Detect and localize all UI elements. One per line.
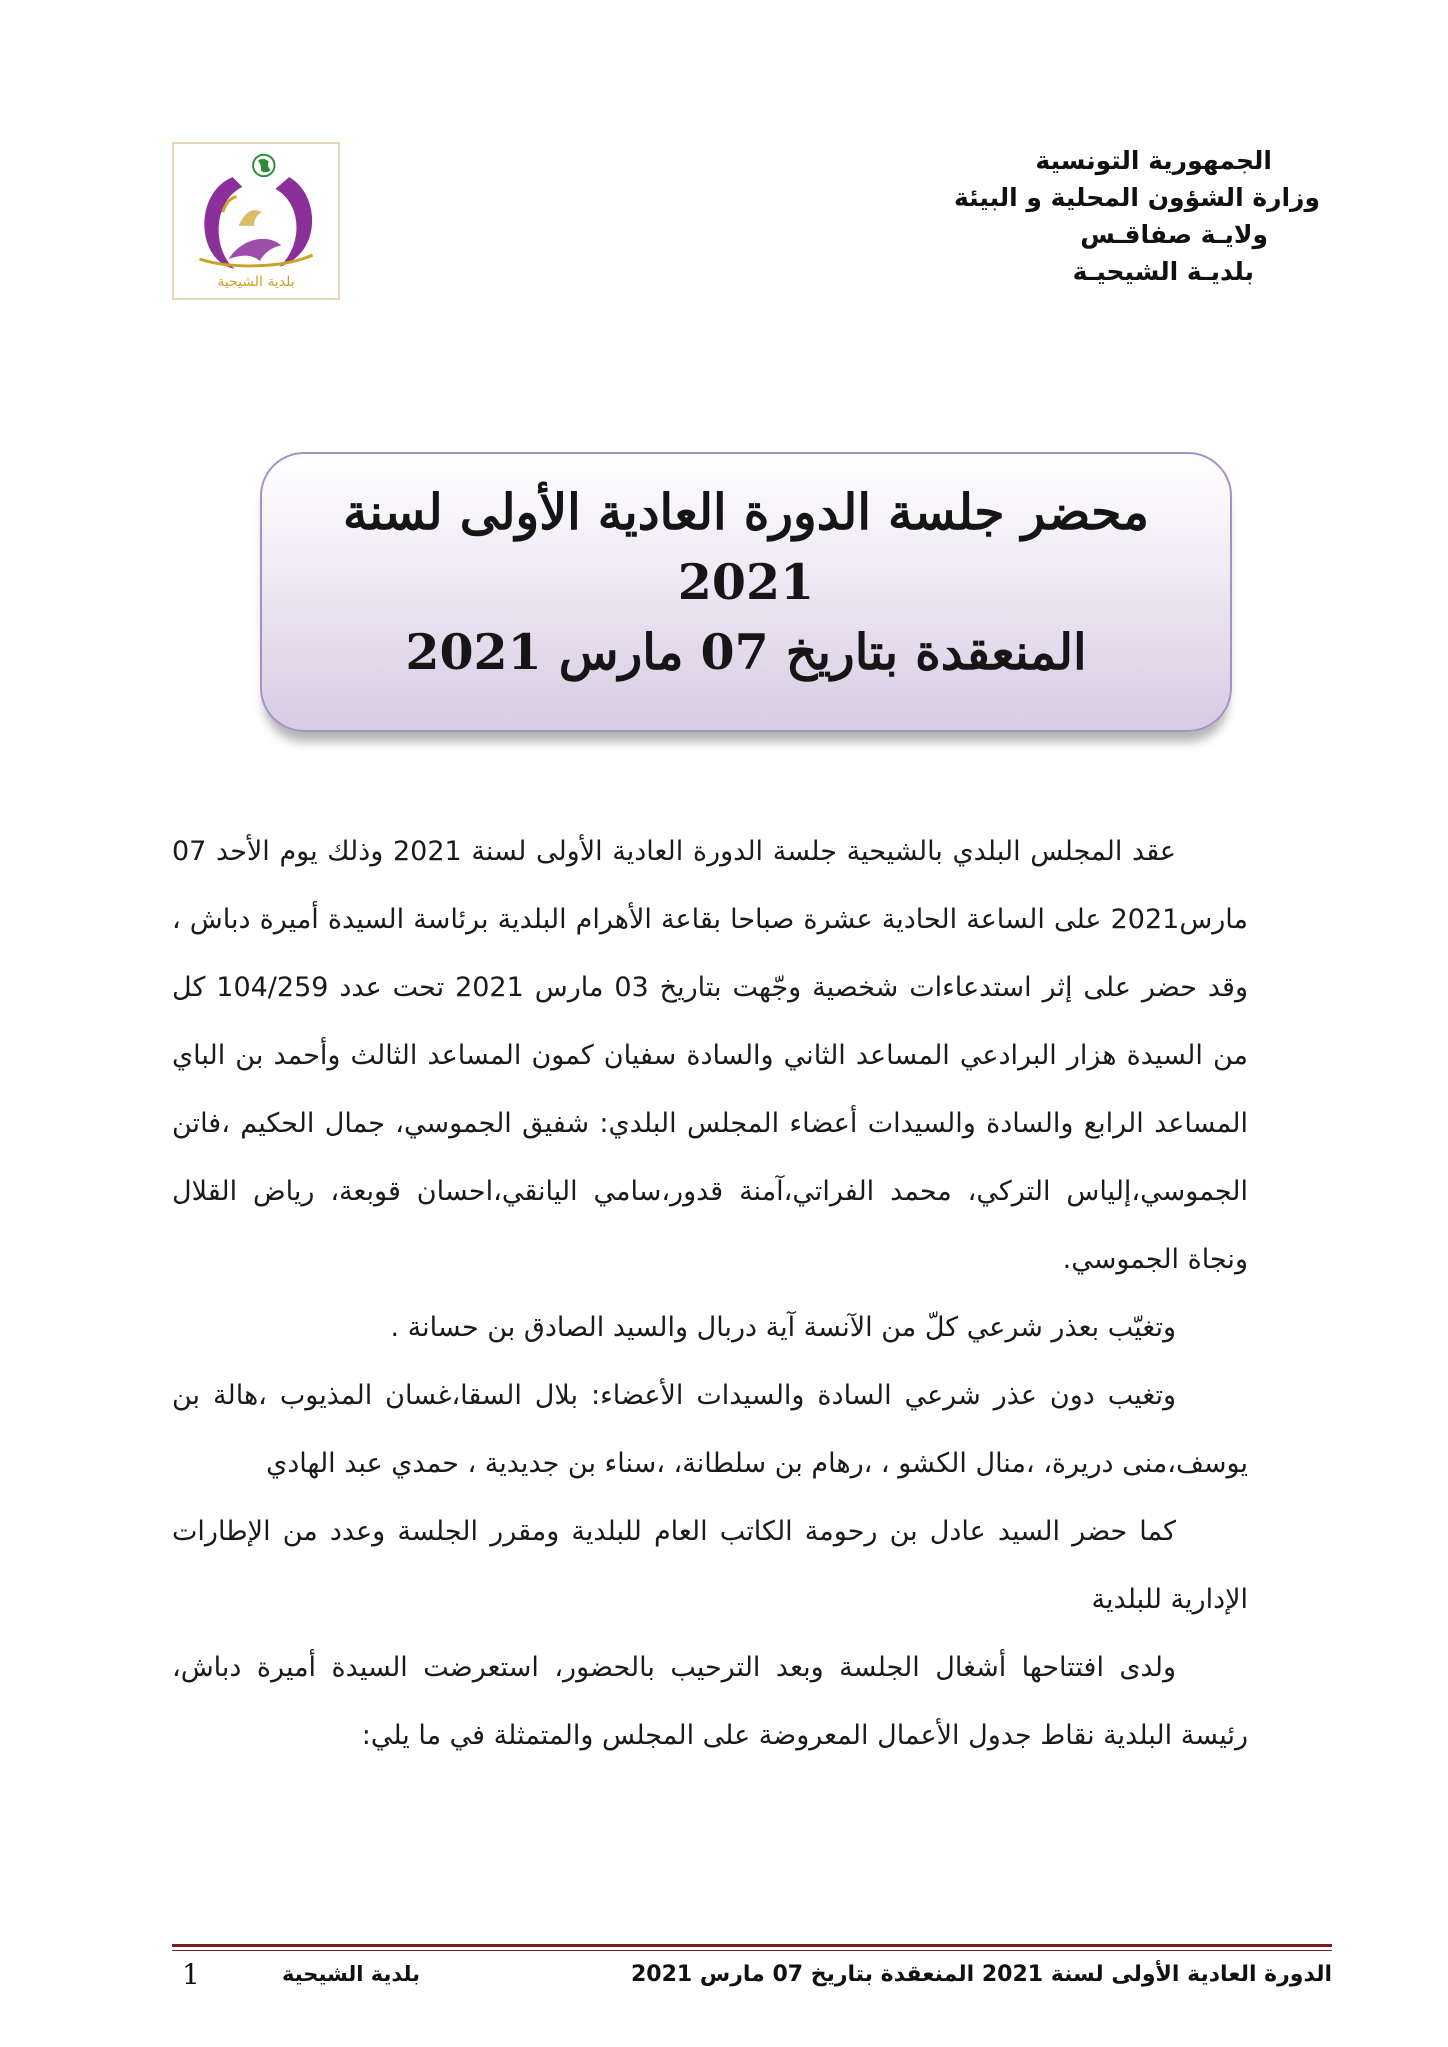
official-header xyxy=(920,142,1320,290)
footer-municipality: بلدية الشيحية xyxy=(282,1962,420,1986)
page-number: 1 xyxy=(182,1958,200,1991)
title-line-1: محضر جلسة الدورة العادية الأولى لسنة xyxy=(343,483,1149,541)
paragraph-agenda-intro: ولدى افتتاحها أشغال الجلسة وبعد الترحيب بالحضور، استعرضت السيدة أميرة دباش، رئيسة البلدية نقاط جدول الأعمال المعروضة على المجلس والمتمثلة في ما يلي: xyxy=(172,1652,1248,1751)
municipality-logo xyxy=(172,142,340,300)
title-line-3: المنعقدة بتاريخ 07 مارس 2021 xyxy=(405,623,1087,681)
paragraph-attendance-staff: كما حضر السيد عادل بن رحومة الكاتب العام للبلدية ومقرر الجلسة وعدد من الإطارات الإدارية للبلدية xyxy=(172,1516,1248,1615)
footer-session-title: الدورة العادية الأولى لسنة 2021 المنعقدة بتاريخ 07 مارس 2021 xyxy=(630,1962,1332,1987)
logo-caption: بلدية الشيحية xyxy=(217,274,295,290)
footer-divider xyxy=(172,1944,1332,1951)
paragraph-opening: عقد المجلس البلدي بالشيحية جلسة الدورة العادية الأولى لسنة 2021 وذلك يوم الأحد 07 مارس2021 على الساعة الحادية عشرة صباحا بقاعة الأهرام البلدية برئاسة السيدة أميرة دباش ، وقد حضر على إثر استدعاءات شخصية وجّهت بتاريخ 03 مارس 2021 تحت عدد 104/259 كل من السيدة هزار البرادعي المساعد الثاني والسادة سفيان كمون المساعد الثالث وأحمد بن الباي المساعد الرابع والسادة والسيدات أعضاء المجلس البلدي: شفيق الجموسي، جمال الحكيم ،فاتن الجموسي،إلياس التركي، محمد الفراتي،آمنة قدور،سامي اليانقي،احسان قوبعة، رياض القلال ونجاة الجموسي. xyxy=(172,836,1248,1275)
minutes-body xyxy=(172,818,1248,1770)
header-ministry: وزارة الشؤون المحلية و البيئة xyxy=(954,183,1320,212)
header-republic: الجمهورية التونسية xyxy=(1035,146,1272,175)
title-line-2: 2021 xyxy=(677,553,815,611)
document-title-box xyxy=(260,452,1232,732)
header-municipality: بلديـة الشيحيـة xyxy=(1072,257,1254,286)
paragraph-unexcused-absence: وتغيب دون عذر شرعي السادة والسيدات الأعضاء: بلال السقا،غسان المذيوب ،هالة بن يوسف،منى دريرة، ،منال الكشو ، ،رهام بن سلطانة، ،سناء بن جديدية ، حمدي عبد الهادي xyxy=(172,1380,1248,1479)
header-governorate: ولايـة صفاقـس xyxy=(1080,220,1268,249)
paragraph-excused-absence: وتغيّب بعذر شرعي كلّ من الآنسة آية دربال والسيد الصادق بن حسانة . xyxy=(390,1312,1176,1343)
